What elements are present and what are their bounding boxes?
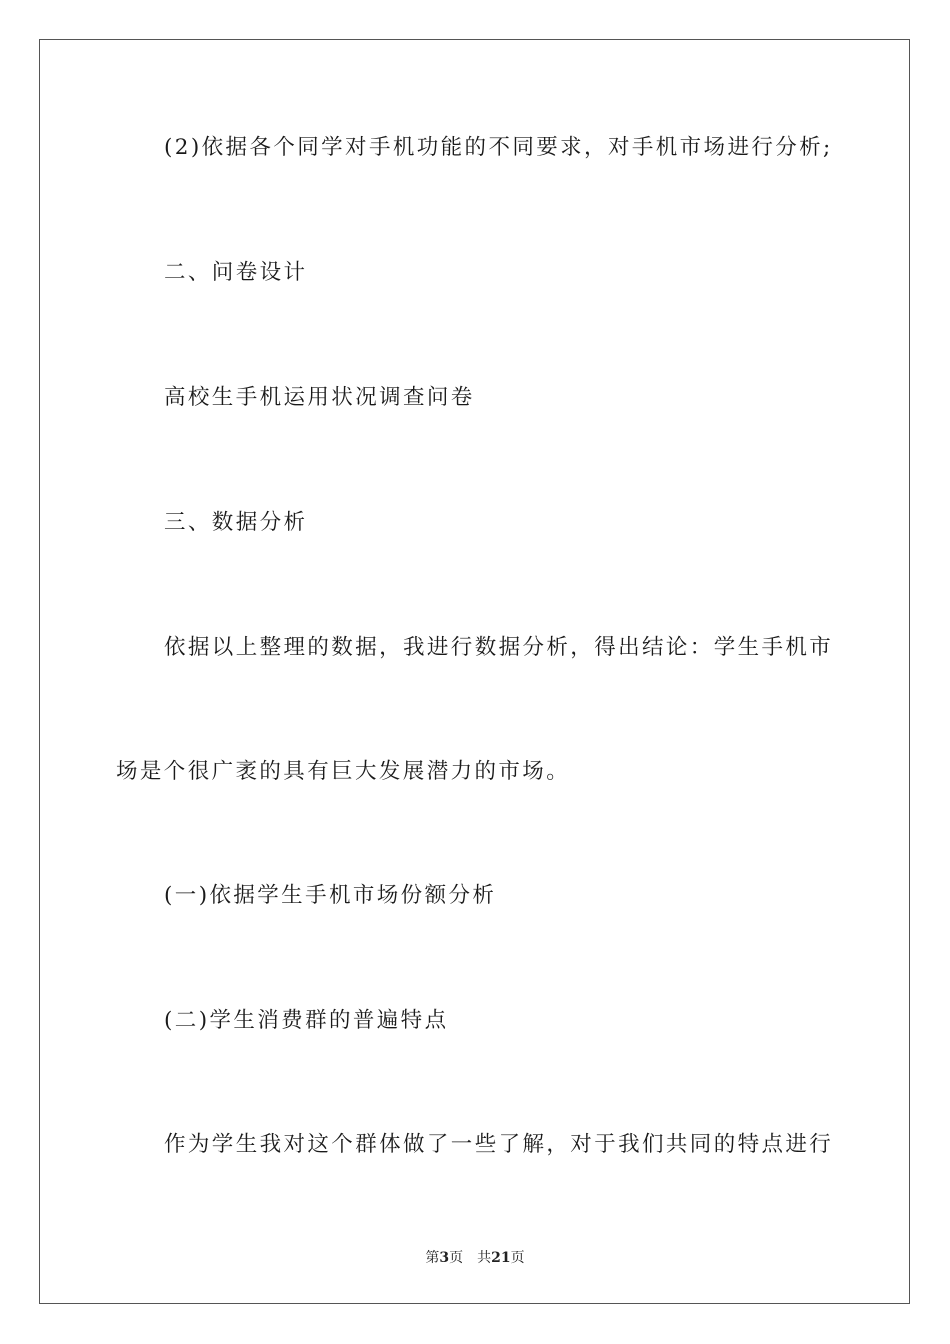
footer-current-page: 3 <box>439 1250 450 1266</box>
footer-total-suffix: 页 <box>510 1250 525 1266</box>
footer-total-prefix: 共 <box>477 1250 492 1266</box>
paragraph-traits: 作为学生我对这个群体做了一些了解，对于我们共同的特点进行 <box>164 1132 834 1157</box>
footer-page-prefix: 第 <box>425 1250 440 1266</box>
page-border <box>39 39 910 1304</box>
paragraph-analysis-line-2: 场是个很广袤的具有巨大发展潜力的市场。 <box>116 759 571 784</box>
section-heading-data-analysis: 三、数据分析 <box>164 510 308 535</box>
questionnaire-title: 高校生手机运用状况调查问卷 <box>164 385 475 410</box>
paragraph-1: (2)依据各个同学对手机功能的不同要求，对手机市场进行分析; <box>164 135 833 160</box>
subheading-market-share: (一)依据学生手机市场份额分析 <box>164 883 497 908</box>
footer-total-pages: 21 <box>491 1250 511 1266</box>
paragraph-analysis-line-1: 依据以上整理的数据，我进行数据分析，得出结论：学生手机市 <box>164 635 834 660</box>
subheading-consumer-traits: (二)学生消费群的普遍特点 <box>164 1008 449 1033</box>
section-heading-questionnaire: 二、问卷设计 <box>164 260 308 285</box>
page-footer <box>0 1248 950 1268</box>
footer-page-suffix: 页 <box>449 1250 464 1266</box>
